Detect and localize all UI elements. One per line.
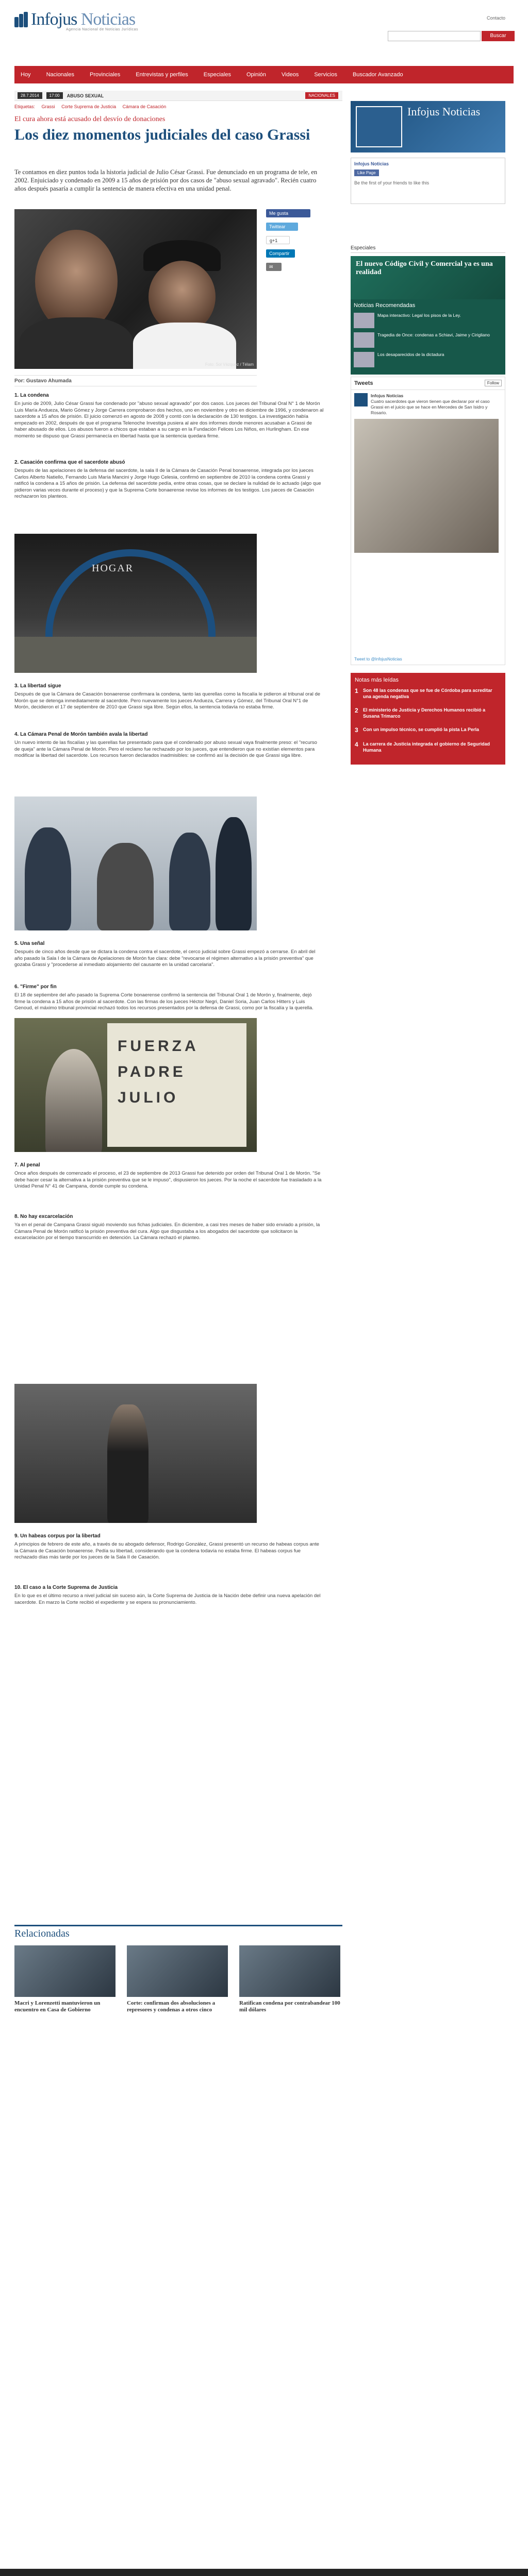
arch-sign: HOGAR [92, 563, 134, 574]
section-photo-hogar [14, 534, 257, 673]
section-heading: 5. Una señal [14, 941, 45, 946]
mail-icon[interactable]: ✉ [266, 263, 282, 271]
related-thumbnail[interactable] [239, 1945, 340, 1997]
most-read-item[interactable]: 4 La carrera de Justicia integrada el gobierno de Seguridad Humana [355, 741, 490, 753]
tweet-avatar[interactable] [354, 393, 368, 406]
tag-link[interactable]: Corte Suprema de Justicia [61, 104, 117, 109]
article-lead: Te contamos en diez puntos toda la historia judicial de Julio César Grassi. Fue denunciado en un programa de tele, en 2002. Enjuiciado y condenado en 2009 a 15 años de prisión por dos casos de "abuso sexual agravado". Recién cuatro años después pasaría a cumplir la sentencia de manera efectiva en una unidad penal. [14, 168, 318, 192]
site-footer [0, 2569, 528, 2576]
article-kicker: El cura ahora está acusado del desvío de donaciones [14, 115, 166, 123]
article-meta-bar [14, 91, 342, 101]
twitter-widget [351, 377, 505, 665]
google-plus-button[interactable]: g+1 [266, 236, 290, 244]
section-heading: 8. No hay excarcelación [14, 1214, 73, 1219]
section-heading: 6. "Firme" por fin [14, 984, 57, 990]
related-title[interactable]: Ratifican condena por contrabandear 100 mil dólares [239, 2000, 340, 2013]
tweet-to-link[interactable]: Tweet to @InfojusNoticias [354, 657, 402, 662]
photo-credit: Foto: Sol Vázquez / Télam [205, 362, 254, 367]
tweets-heading: Tweets Follow [351, 377, 505, 390]
especial-banner[interactable]: El nuevo Código Civil y Comercial ya es una realidad [351, 256, 505, 302]
tags-label: Etiquetas: [14, 104, 36, 109]
related-title[interactable]: Corte: confirman dos absoluciones a represores y condenas a otros cinco [127, 2000, 216, 2013]
tweet-user[interactable]: Infojus Noticias [371, 393, 404, 398]
article-section[interactable]: ABUSO SEXUAL [67, 93, 104, 98]
share-buttons [266, 209, 318, 276]
main-nav [14, 66, 514, 83]
nav-item-provinciales[interactable]: Provinciales [89, 72, 121, 78]
facebook-friends-text: Be the first of your friends to like this [354, 180, 430, 185]
nav-item-servicios[interactable]: Servicios [314, 72, 337, 78]
search-button[interactable]: Buscar [482, 31, 515, 41]
related-item[interactable] [127, 1945, 228, 2013]
tag-list [14, 104, 171, 109]
related-thumbnail[interactable] [14, 1945, 116, 1997]
article-main-photo [14, 209, 257, 369]
sidebar [351, 91, 515, 1945]
section-heading: 1. La condena [14, 393, 49, 398]
logo-mark-icon [14, 12, 28, 27]
logo-subtitle: Agencia Nacional de Noticias Jurídicas [66, 28, 139, 31]
section-text: Once años después de comenzado el proceso, el 23 de septiembre de 2013 Grassi fue detenido por orden del Tribunal Oral 1 de Morón. "Se debe hacer cesar la alternativa a la prisión preventiva que se le impuso", dispusieron los jueces. Por la noche el sacerdote fue trasladado a la Unidad Penal N° 41 de Campana, donde cumple su condena. [14, 1171, 322, 1189]
article-date: 28.7.2014 [18, 92, 42, 99]
article-time: 17:00 [46, 92, 63, 99]
section-text: Después de cinco años desde que se dictara la condena contra el sacerdote, el cerco judicial sobre Grassi empezó a cerrarse. En abril del año pasado la Sala I de la Cámara de Apelaciones de Morón fue clara: debe "revocarse el régimen alternativo a la prisión preventiva" que gozaba Grassi y "procederse al inmediato alojamiento del causante en la unidad carcelaria". [14, 949, 316, 968]
most-read-item[interactable]: 1 Son 48 las condenas que se fue de Córdoba para acreditar una agenda negativa [355, 687, 492, 699]
site-header [0, 0, 528, 58]
tweet-text: Cuatro sacerdotes que vieron tienen que declarar por el caso Grassi en el juicio que se hace en Mercedes de San Isidro y Rosario. [371, 399, 490, 415]
most-read [351, 673, 505, 765]
section-text: A principios de febrero de este año, a través de su abogado defensor, Rodrigo González, Grassi presentó un recurso de habeas corpus ante la Cámara de Casación bonaerense. Pedía su libertad, considerando que la condena todavía no estaba firme. El habeas corpus fue rechazado días más tarde por los jueces de la Sala II de Casación. [14, 1541, 319, 1560]
linkedin-share-button[interactable]: Compartir [266, 249, 295, 258]
section-heading: 4. La Cámara Penal de Morón también avala la libertad [14, 732, 148, 737]
twitter-follow-button[interactable]: Follow [485, 380, 502, 386]
nav-item-especiales[interactable]: Especiales [203, 72, 231, 78]
nav-item-entrevistas[interactable]: Entrevistas y perfiles [136, 72, 188, 78]
facebook-like-page-button[interactable]: Like Page [354, 170, 379, 176]
tag-link[interactable]: Cámara de Casación [122, 104, 167, 109]
nav-item-hoy[interactable]: Hoy [21, 72, 31, 78]
recommended-item[interactable]: Los desaparecidos de la dictadura [354, 352, 502, 367]
section-heading: 10. El caso a la Corte Suprema de Justicia [14, 1585, 118, 1590]
facebook-widget [351, 158, 505, 204]
related-title[interactable]: Macri y Lorenzetti mantuvieron un encuentro en Casa de Gobierno [14, 2000, 101, 2013]
nav-item-opinion[interactable]: Opinión [246, 72, 266, 78]
promo-image [356, 106, 402, 147]
search-input[interactable] [388, 31, 481, 41]
tweet-image[interactable] [354, 419, 499, 553]
recommended-item[interactable]: Mapa interactivo: Legal los pisos de la Ley. [354, 313, 502, 328]
section-text: Un nuevo intento de las fiscalías y las querellas fue presentado para que el condenado por abuso sexual vaya finalmente preso: el "recurso de queja" ante la Cámara Penal de Morón. Pero el reclamo fue rechazado por los jueces, que entendieron que no existían elementos para modificar la libertad del sacerdote. Los recursos fueron declarados inadmisibles: se confirmó así la decisión de que Grassi siga libre. [14, 740, 317, 758]
section-text: Después de las apelaciones de la defensa del sacerdote, la sala II de la Cámara de Casación Penal bonaerense, integrada por los jueces Carlos Alberto Natiello, Fernando Luis María Mancini y Jorge Hugo Celesia, confirmó en septiembre de 2010 la condena contra Grassi y ratificó la condena a 15 años de prisión. La defensa del sacerdote pedía, entre otras cosas, que se declare la nulidad de lo actuado (algo que pidieron varias veces durante el proceso) y que la Suprema Corte bonaerense revise los informes de los testigos. Los jueces de Casación rechazaron los planteos. [14, 468, 321, 499]
section-text: El 18 de septiembre del año pasado la Suprema Corte bonaerense confirmó la sentencia del Tribunal Oral 1 de Morón y, finalmente, dejó firme la condena a 15 años de prisión al sacerdote. Con las firmas de los jueces Héctor Negri, Daniel Soria, Juan Carlos Hitters y Luis Genoud, el máximo tribunal provincial rechazó todos los recursos presentados por la defensa de Grassi, como por la fiscalía y la querella. [14, 992, 314, 1011]
tweet-button[interactable]: Twittear [266, 223, 298, 231]
nav-item-videos[interactable]: Videos [281, 72, 299, 78]
recommended-news [351, 299, 505, 375]
section-photo-banner [14, 1018, 257, 1152]
promo-title: Infojus Noticias [407, 105, 481, 118]
section-text: En lo que es el último recurso a nivel judicial sin suceso aún, la Corte Suprema de Justicia de la Nación debe definir una nueva apelación del sacerdote. En marzo la Corte recibió el expediente y se espera su pronunciamiento. [14, 1593, 321, 1605]
section-text: Después de que la Cámara de Casación bonaerense confirmara la condena, tanto las querellas como la fiscalía le pidieron al tribunal oral de Morón que se detenga inmediatamente al sacerdote. Pero nuevamente los jueces Andueza, Carrera y Gómez, del Tribunal Oral N°1 de Morón, decidieron el 17 de septiembre de 2010 que Grassi siga libre. Según ellos, la sentencia todavía no estaba firme. [14, 691, 321, 710]
especiales-heading: Especiales [351, 245, 505, 253]
tag-link[interactable]: Grassi [41, 104, 55, 109]
recommended-heading: Noticias Recomendadas [354, 302, 416, 309]
section-heading: 9. Un habeas corpus por la libertad [14, 1533, 101, 1539]
banner-text: FUERZA PADRE JULIO [118, 1038, 199, 1106]
article-headline: Los diez momentos judiciales del caso Grassi [14, 126, 310, 143]
section-heading: 2. Casación confirma que el sacerdote abusó [14, 460, 125, 465]
contact-link[interactable]: Contacto [487, 15, 506, 21]
related-thumbnail[interactable] [127, 1945, 228, 1997]
section-heading: 7. Al penal [14, 1162, 40, 1168]
section-photo-grassi [14, 1384, 257, 1523]
site-logo[interactable] [14, 9, 135, 30]
article-category-badge[interactable]: NACIONALES [305, 92, 338, 99]
most-read-item[interactable]: 2 El ministerio de Justicia y Derechos Humanos recibió a Susana Trimarco [355, 707, 486, 719]
related-heading: Relacionadas [14, 1925, 342, 1939]
section-text: En junio de 2009, Julio César Grassi fue condenado por "abuso sexual agravado" por dos casos. Los jueces del Tribunal Oral N° 1 de Morón Luis María Andueza, Mario Gómez y Jorge Carrera comprobaron dos hechos, uno en noviembre y otro en diciembre de 1996, y condenaron al sacerdote a 15 años de prisión. El juicio comenzó en agosto de 2008 y contó con la declaración de 130 testigos. La investigación había empezado en 2002, después de que el programa Telenoche Investiga pusiera al aire dos informes donde menores acusaban a Grassi de haber abusado de ellos. Los abusos fueron a chicos que estaban a su cargo en la Fundación Felices Los Niños, en Hurlingham. En ese momento se dispuso que Grassi permanecía en libertad hasta que la sentencia quedara firme. [14, 401, 324, 439]
tweet [351, 390, 505, 419]
nav-item-nacionales[interactable]: Nacionales [46, 72, 74, 78]
related-item[interactable] [239, 1945, 340, 2013]
most-read-heading: Notas más leídas [355, 677, 399, 683]
especiales-block [351, 245, 505, 302]
section-text: Ya en el penal de Campana Grassi siguió moviendo sus fichas judiciales. En diciembre, a casi tres meses de haber sido enviado a prisión, la Cámara Penal de Morón ratificó la prisión preventiva del cura. Algo que disgustaba a los abogados del sacerdote que solicitaron la excarcelación por el tiempo transcurrido en detención. La Cámara rechazó el planteo. [14, 1222, 320, 1241]
facebook-page-name[interactable]: Infojus Noticias [354, 161, 389, 166]
promo-banner[interactable] [351, 101, 505, 152]
recommended-item[interactable]: Tragedia de Once: condenas a Schiavi, Jaime y Cirigliano [354, 332, 502, 348]
section-photo-court [14, 796, 257, 930]
logo-text: Infojus Noticias [31, 10, 136, 29]
related-item[interactable] [14, 1945, 116, 2013]
most-read-item[interactable]: 3 Con un impulso técnico, se cumplió la pista La Perla [355, 726, 480, 734]
section-heading: 3. La libertad sigue [14, 683, 61, 689]
article-byline: Por: Gustavo Ahumada [14, 375, 257, 386]
article-column [14, 91, 342, 2569]
facebook-like-button[interactable]: Me gusta [266, 209, 310, 217]
nav-item-buscador[interactable]: Buscador Avanzado [352, 72, 403, 78]
